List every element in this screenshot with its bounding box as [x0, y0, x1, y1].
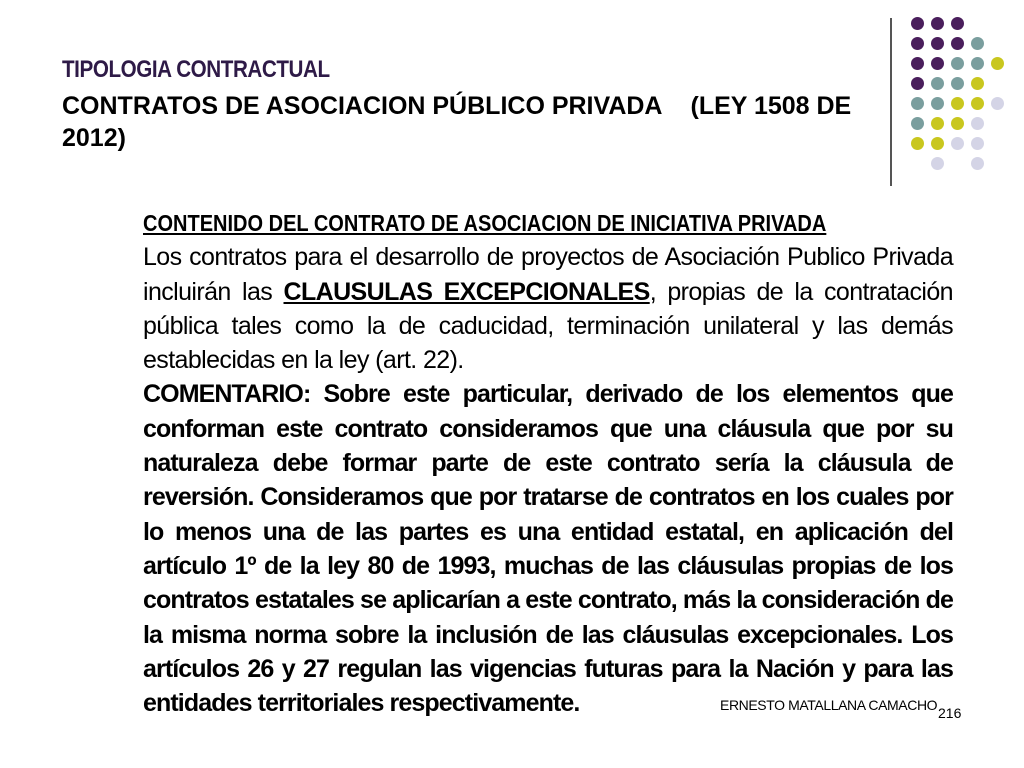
subtitle-law: (LEY 1508 DE 2012) [62, 92, 852, 152]
paragraph-emphasis: CLAUSULAS EXCEPCIONALES [283, 277, 650, 306]
dot-purple [911, 77, 924, 90]
dot-purple [911, 37, 924, 50]
dot-lavender [971, 157, 984, 170]
section-heading: CONTENIDO DEL CONTRATO DE ASOCIACION DE INICIATIVA PRIVADA [143, 210, 827, 236]
dot-teal [971, 57, 984, 70]
author-footer: ERNESTO MATALLANA CAMACHO [720, 697, 938, 713]
paragraph-text-end: , propias de la contratación pública tales como la de caducidad, terminación unilateral y las demás establecidas en la ley (art. 22). [143, 277, 953, 375]
dot-teal [911, 117, 924, 130]
dot-purple [931, 57, 944, 70]
dot-lavender [951, 137, 964, 150]
dot-lavender [931, 157, 944, 170]
dot-yellow [951, 97, 964, 110]
dot-yellow [931, 117, 944, 130]
dot-lavender [971, 117, 984, 130]
dot-yellow [911, 137, 924, 150]
dot-purple [931, 17, 944, 30]
dot-purple [951, 37, 964, 50]
slide-body [143, 206, 953, 720]
dot-teal [971, 37, 984, 50]
dot-purple [951, 17, 964, 30]
dot-lavender [971, 137, 984, 150]
page-number: 216 [938, 705, 962, 721]
comment-paragraph: COMENTARIO: Sobre este particular, derivado de los elementos que conforman este contrato consideramos que una cláusula que por su naturaleza debe formar parte de este contrato sería la cláusula de reversión. Consideramos que por tratarse de contratos en los cuales por lo menos una de las partes es una entidad estatal, en aplicación del artículo 1º de la ley 80 de 1993, muchas de las cláusulas propias de los contratos estatales se aplicarían a este contrato, más la consideración de la misma norma sobre la inclusión de las cláusulas excepcionales. Los artículos 26 y 27 regulan las vigencias futuras para la Nación y para las entidades territoriales respectivamente. [143, 380, 953, 718]
dot-teal [931, 77, 944, 90]
dot-yellow [951, 117, 964, 130]
dot-yellow [971, 97, 984, 110]
dot-purple [911, 17, 924, 30]
decorative-divider [890, 18, 892, 186]
dot-teal [931, 97, 944, 110]
dot-lavender [991, 97, 1004, 110]
dot-purple [911, 57, 924, 70]
dot-teal [951, 77, 964, 90]
dot-purple [931, 37, 944, 50]
body-paragraph [143, 240, 953, 377]
dot-yellow [931, 137, 944, 150]
dot-teal [911, 97, 924, 110]
paragraph-text-start: Los contratos para el desarrollo de proyectos de Asociación Publico Privada incluirán las [143, 243, 953, 306]
slide-title: TIPOLOGIA CONTRACTUAL [62, 56, 330, 83]
subtitle-main: CONTRATOS DE ASOCIACION PÚBLICO PRIVADA [62, 92, 663, 120]
dot-yellow [991, 57, 1004, 70]
slide-subtitle [62, 90, 862, 154]
dot-yellow [971, 77, 984, 90]
dot-teal [951, 57, 964, 70]
